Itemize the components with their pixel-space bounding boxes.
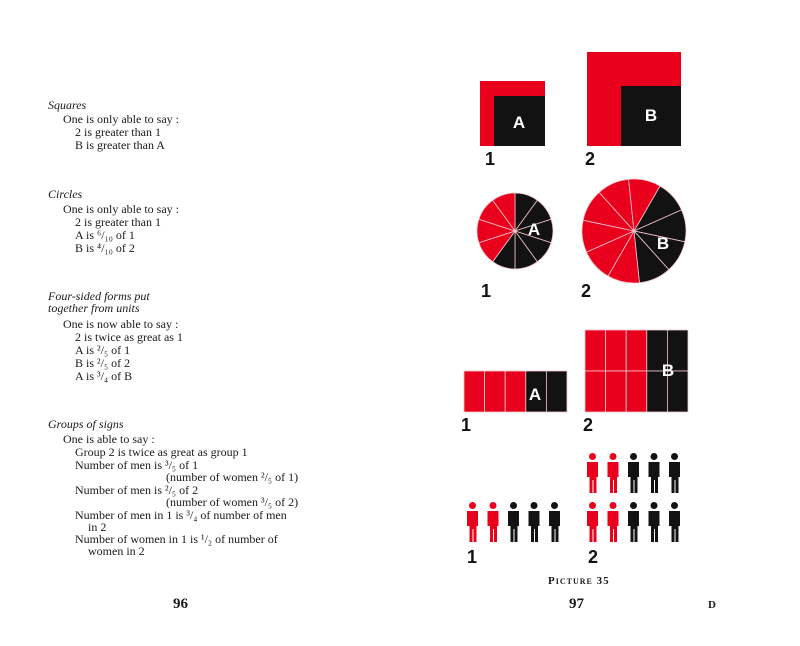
man-figure [628,453,639,493]
text-line: B is ²/₅ of 2 [75,356,131,370]
form-unit [546,371,567,412]
man-figure [508,502,519,542]
text-line: women in 2 [88,544,145,558]
heading-circles: Circles [48,187,83,201]
label-a: A [528,385,542,404]
label-2: 2 [581,281,592,301]
right-page [400,0,800,646]
text-line: Number of men is ²/₅ of 2 [75,483,199,497]
man-figure [669,453,680,493]
man-figure [649,502,660,542]
form-unit [626,330,647,371]
signature-mark: D [708,599,716,611]
text-line: Group 2 is twice as great as group 1 [75,445,248,459]
text-line: Number of men in 1 is ³/₄ of number of men [75,508,287,522]
text-line: One is now able to say : [63,317,179,331]
form-unit [485,371,506,412]
man-figure [529,502,540,542]
circle-2 [582,179,686,283]
text-line: (number of women ³/₅ of 2) [166,495,299,509]
text-line: Number of men is ³/₅ of 1 [75,458,199,472]
text-line: 2 is twice as great as 1 [75,330,183,344]
label-1: 1 [481,281,492,301]
label-2: 2 [588,547,599,567]
form-unit [626,371,647,412]
label-b: B [644,106,658,125]
form-unit [585,371,606,412]
form-unit [585,330,606,371]
text-line: A is ⁶/₁₀ of 1 [75,228,135,242]
label-2: 2 [585,149,596,169]
label-1: 1 [485,149,496,169]
woman-figure [587,453,598,493]
text-line: B is greater than A [75,138,165,152]
woman-figure [467,502,478,542]
heading-groups-of-signs: Groups of signs [48,417,124,431]
form-unit [606,330,627,371]
text-line: in 2 [88,520,107,534]
form-unit [505,371,526,412]
man-figure [628,502,639,542]
picture-35-figure [400,0,800,646]
woman-figure [608,453,619,493]
man-figure [549,502,560,542]
woman-figure [587,502,598,542]
form-unit [606,371,627,412]
page-number-right: 97 [569,596,584,612]
label-a: A [527,220,541,239]
heading-squares: Squares [48,98,87,112]
page-number-left: 96 [173,596,188,612]
text-line: One is only able to say : [63,112,179,126]
text-line: 2 is greater than 1 [75,125,161,139]
text-line: A is ²/₅ of 1 [75,343,131,357]
label-a: A [512,113,526,132]
text-line: A is ³/₄ of B [75,369,133,383]
label-1: 1 [461,415,472,435]
form-unit [464,371,485,412]
circle-1 [477,193,553,269]
text-line: 2 is greater than 1 [75,215,161,229]
text-line: Number of women in 1 is ¹/₂ of number of [75,532,278,546]
group-2 [587,453,680,542]
label-b: B [656,234,670,253]
man-figure [669,502,680,542]
man-figure [649,453,660,493]
woman-figure [488,502,499,542]
figure-caption: Picture 35 [548,575,610,587]
label-2: 2 [583,415,594,435]
text-line: B is ⁴/₁₀ of 2 [75,241,135,255]
text-line: (number of women ²/₅ of 1) [166,470,299,484]
text-line: One is able to say : [63,432,155,446]
heading-four-sided-forms-cont: together from units [48,301,140,315]
label-b: B [661,361,675,380]
forms-1 [464,371,567,412]
group-1 [467,502,560,542]
text-line: One is only able to say : [63,202,179,216]
heading-four-sided-forms: Four-sided forms put [48,289,150,303]
woman-figure [608,502,619,542]
label-1: 1 [467,547,478,567]
